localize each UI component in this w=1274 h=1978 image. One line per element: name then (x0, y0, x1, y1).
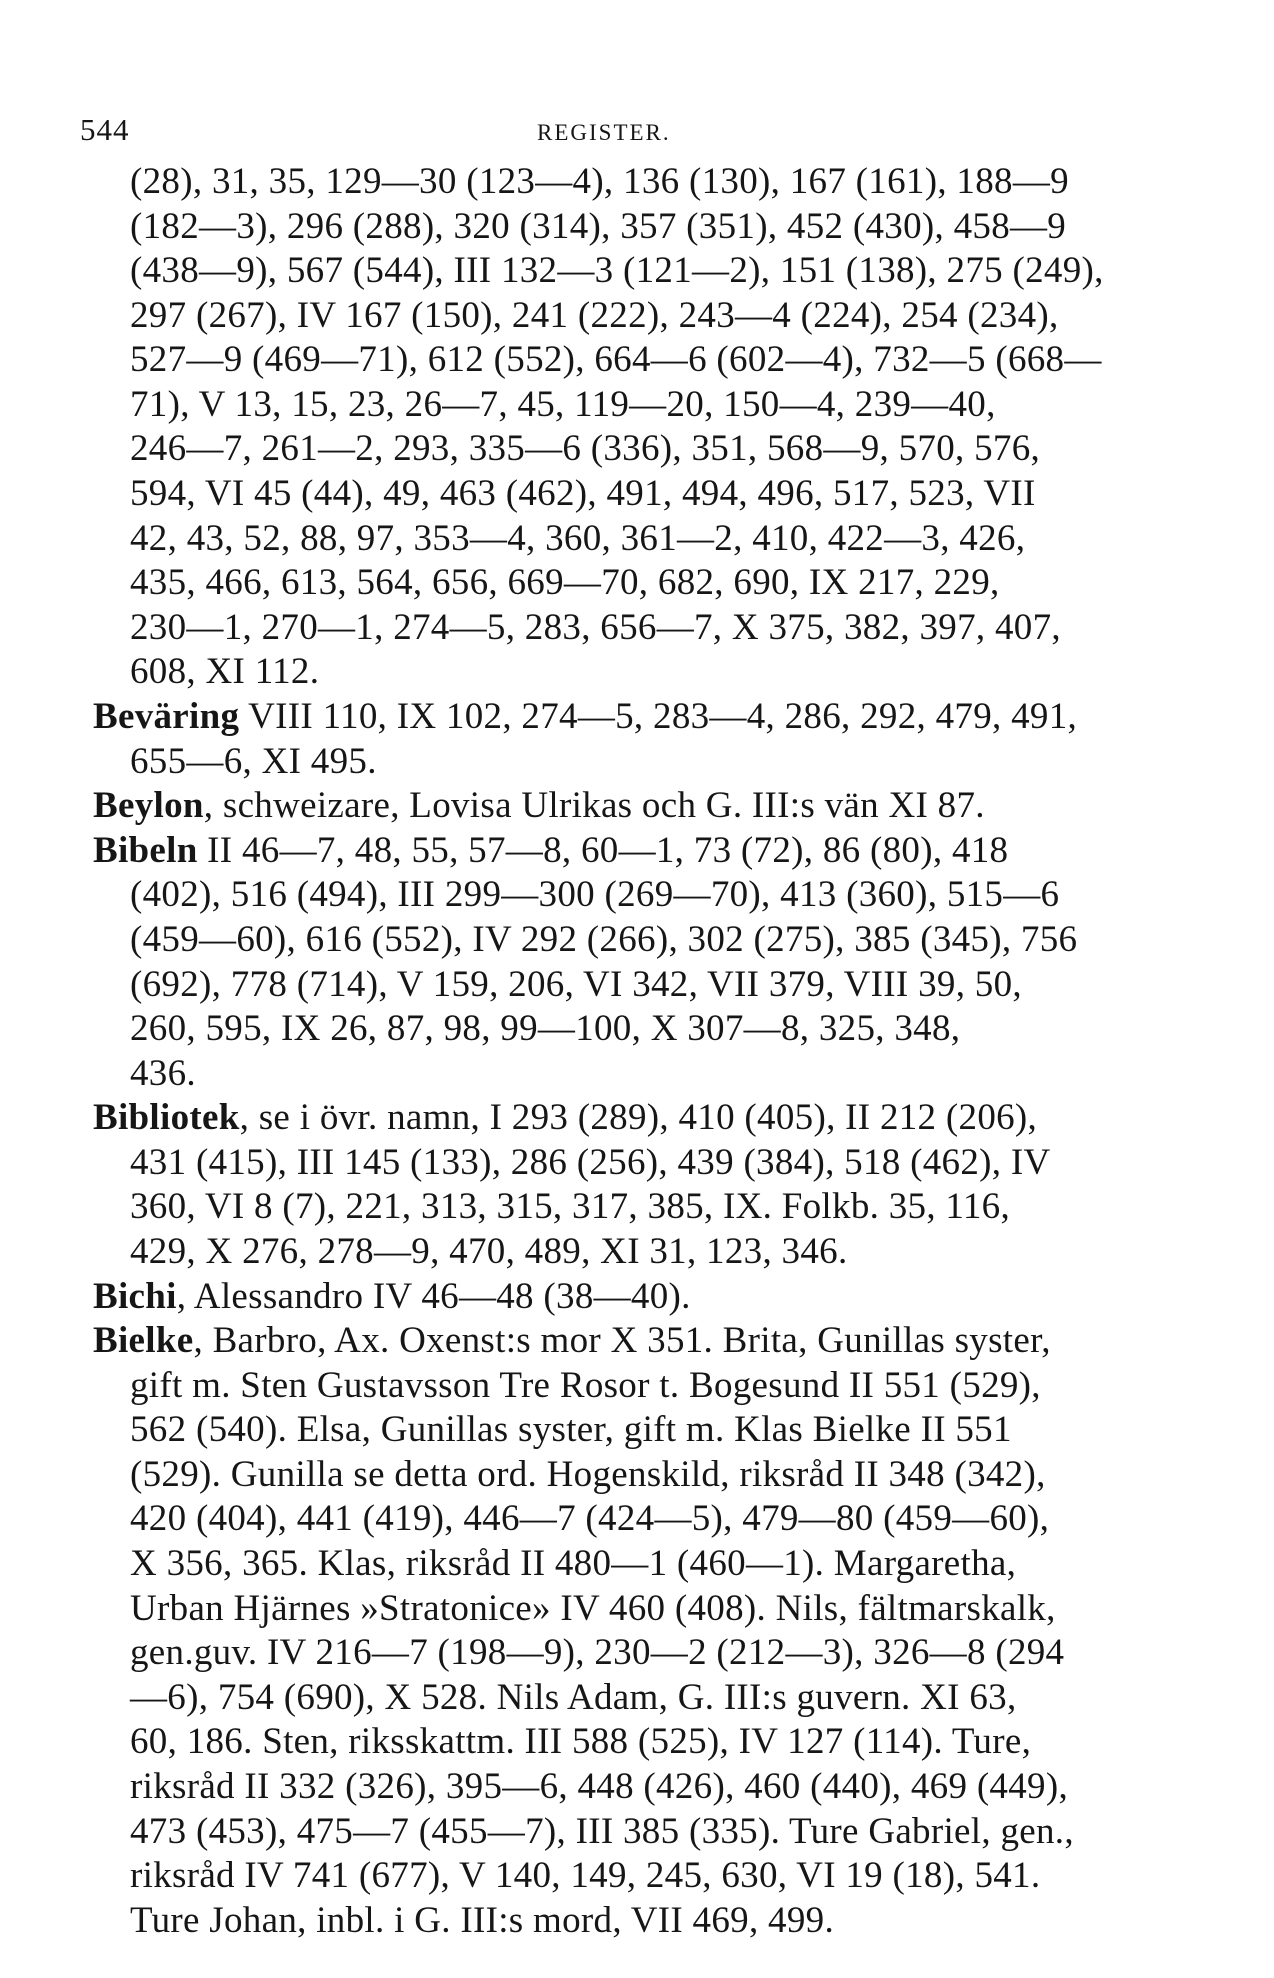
entry-line: —6), 754 (690), X 528. Nils Adam, G. III:s guvern. XI 63, (130, 1677, 1017, 1718)
headword: Bibliotek (93, 1097, 240, 1138)
entry-line: 594, VI 45 (44), 49, 463 (462), 491, 494, 496, 517, 523, VII (130, 473, 1036, 514)
entry-line: 246—7, 261—2, 293, 335—6 (336), 351, 568—9, 570, 576, (130, 428, 1041, 469)
headword: Beylon (93, 785, 204, 826)
entry-line: (459—60), 616 (552), IV 292 (266), 302 (275), 385 (345), 756 (130, 919, 1078, 960)
entry-line: (182—3), 296 (288), 320 (314), 357 (351), 452 (430), 458—9 (130, 206, 1067, 247)
entry-line: 260, 595, IX 26, 87, 98, 99—100, X 307—8, 325, 348, (130, 1008, 961, 1049)
entry-line: 655—6, XI 495. (130, 741, 377, 782)
entry-line: 60, 186. Sten, riksskattm. III 588 (525), IV 127 (114). Ture, (130, 1721, 1032, 1762)
entry-bielke: Bielke, Barbro, Ax. Oxenst:s mor X 351. Brita, Gunillas syster, (93, 1320, 1051, 1361)
entry-line: 297 (267), IV 167 (150), 241 (222), 243—4 (224), 254 (234), (130, 295, 1059, 336)
entry-line: 42, 43, 52, 88, 97, 353—4, 360, 361—2, 410, 422—3, 426, (130, 518, 1026, 559)
running-title: REGISTER. (537, 120, 671, 145)
headword: Bielke (93, 1320, 194, 1361)
entry-line: (529). Gunilla se detta ord. Hogenskild, riksråd II 348 (342), (130, 1454, 1046, 1495)
headword: Bichi (93, 1276, 177, 1317)
entry-line: 230—1, 270—1, 274—5, 283, 656—7, X 375, 382, 397, 407, (130, 607, 1061, 648)
entry-line: (402), 516 (494), III 299—300 (269—70), 413 (360), 515—6 (130, 874, 1060, 915)
entry-line: riksråd II 332 (326), 395—6, 448 (426), 460 (440), 469 (449), (130, 1766, 1069, 1807)
entry-line: 608, XI 112. (130, 651, 320, 692)
entry-line: Urban Hjärnes »Stratonice» IV 460 (408). Nils, fältmarskalk, (130, 1588, 1056, 1629)
entry-bibliotek: Bibliotek, se i övr. namn, I 293 (289), 410 (405), II 212 (206), (93, 1097, 1038, 1138)
entry-beylon: Beylon, schweizare, Lovisa Ulrikas och G. III:s vän XI 87. (93, 785, 985, 826)
headword: Beväring (93, 696, 240, 737)
page-number: 544 (80, 112, 130, 147)
entry-line: Ture Johan, inbl. i G. III:s mord, VII 469, 499. (130, 1900, 835, 1941)
entry-line: 360, VI 8 (7), 221, 313, 315, 317, 385, IX. Folkb. 35, 116, (130, 1186, 1010, 1227)
headword: Bibeln (93, 830, 198, 871)
entry-line: (28), 31, 35, 129—30 (123—4), 136 (130), 167 (161), 188—9 (130, 161, 1069, 202)
entry-bibeln: Bibeln II 46—7, 48, 55, 57—8, 60—1, 73 (72), 86 (80), 418 (93, 830, 1009, 871)
entry-beväring: Beväring VIII 110, IX 102, 274—5, 283—4, 286, 292, 479, 491, (93, 696, 1078, 737)
entry-line: 435, 466, 613, 564, 656, 669—70, 682, 690, IX 217, 229, (130, 562, 1000, 603)
entry-line: riksråd IV 741 (677), V 140, 149, 245, 630, VI 19 (18), 541. (130, 1855, 1041, 1896)
entry-line: gen.guv. IV 216—7 (198—9), 230—2 (212—3), 326—8 (294 (130, 1632, 1065, 1673)
entry-line: 436. (130, 1053, 196, 1094)
entry-line: (438—9), 567 (544), III 132—3 (121—2), 151 (138), 275 (249), (130, 250, 1104, 291)
entry-line: 473 (453), 475—7 (455—7), III 385 (335). Ture Gabriel, gen., (130, 1811, 1074, 1852)
entry-line: X 356, 365. Klas, riksråd II 480—1 (460—1). Margaretha, (130, 1543, 1017, 1584)
entry-line: gift m. Sten Gustavsson Tre Rosor t. Bogesund II 551 (529), (130, 1365, 1041, 1406)
entry-line: 420 (404), 441 (419), 446—7 (424—5), 479—80 (459—60), (130, 1498, 1050, 1539)
entry-line: 527—9 (469—71), 612 (552), 664—6 (602—4), 732—5 (668— (130, 339, 1102, 380)
entry-line: 429, X 276, 278—9, 470, 489, XI 31, 123, 346. (130, 1231, 848, 1272)
entry-line: (692), 778 (714), V 159, 206, VI 342, VII 379, VIII 39, 50, (130, 964, 1022, 1005)
entry-line: 562 (540). Elsa, Gunillas syster, gift m. Klas Bielke II 551 (130, 1409, 1012, 1450)
entry-line: 71), V 13, 15, 23, 26—7, 45, 119—20, 150—4, 239—40, (130, 384, 996, 425)
entry-bichi: Bichi, Alessandro IV 46—48 (38—40). (93, 1276, 691, 1317)
entry-line: 431 (415), III 145 (133), 286 (256), 439 (384), 518 (462), IV (130, 1142, 1051, 1183)
